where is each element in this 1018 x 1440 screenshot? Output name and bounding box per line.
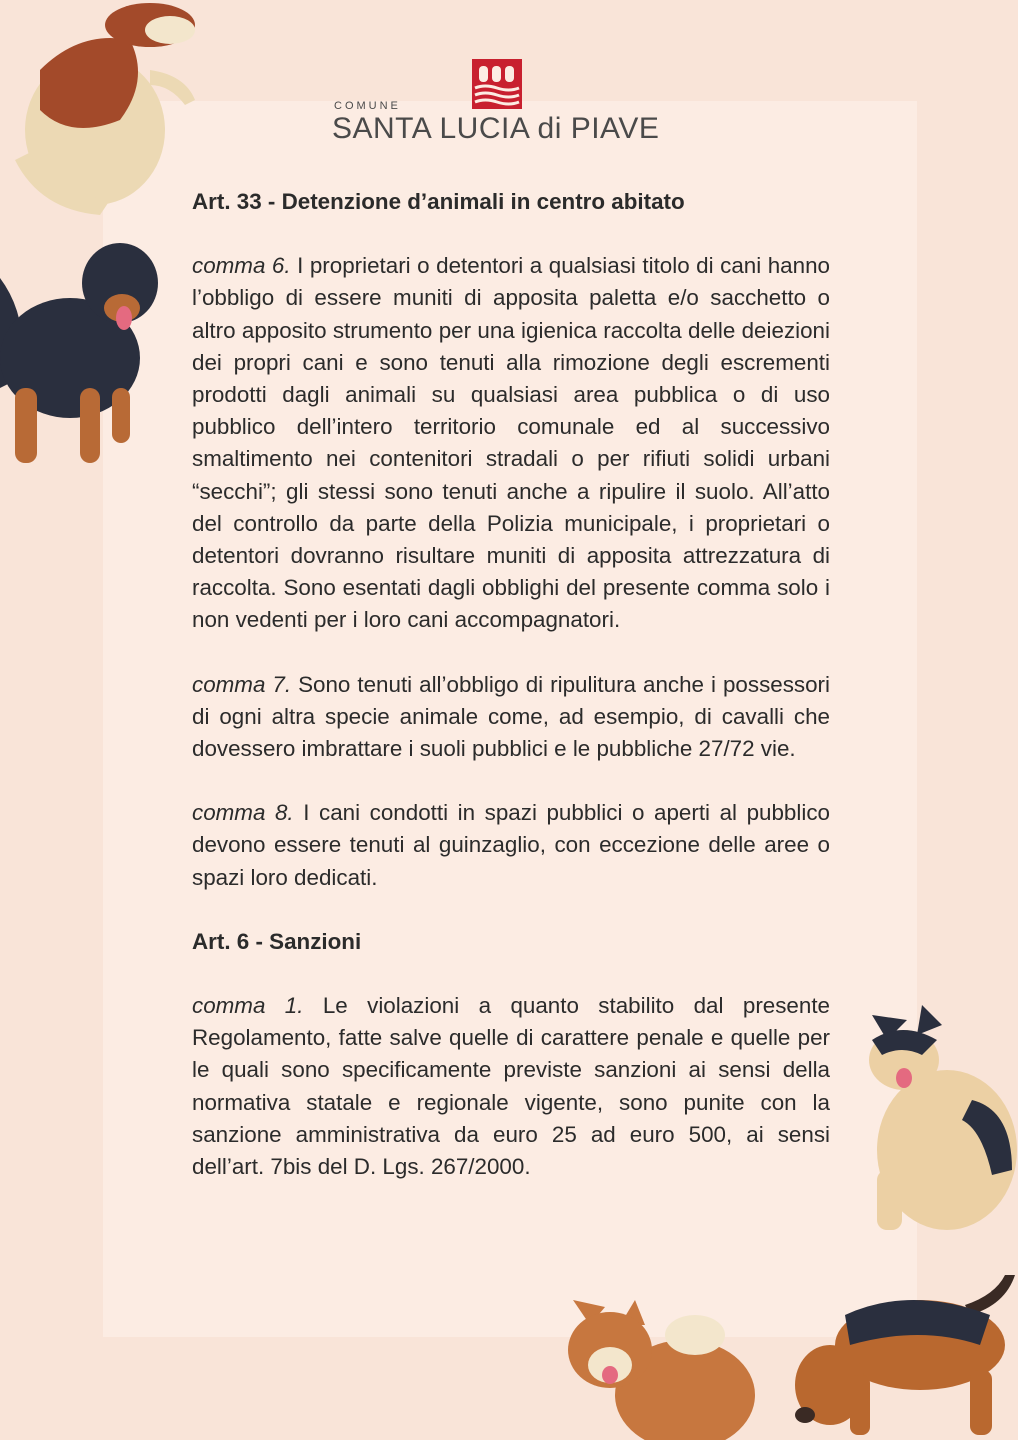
paragraph-text: Le violazioni a quanto stabilito dal presente Regolamento, fatte salve quelle di carattere penale e quelle per le quali sono specificamente previste sanzioni ai sensi della normativa statale e regionale vigente, sono punite con la sanzione amministrativa da euro 25 ad euro 500, ai sensi dell’art. 7bis del D. Lgs. 267/2000. xyxy=(192,993,830,1180)
comune-label: COMUNE xyxy=(334,100,401,112)
paragraph xyxy=(192,797,830,894)
paragraph-label: comma 8. xyxy=(192,800,294,826)
article-heading: Art. 6 - Sanzioni xyxy=(192,928,362,954)
paragraph-label: comma 6. xyxy=(192,253,291,279)
paragraph-label: comma 7. xyxy=(192,671,292,697)
municipality-name: SANTA LUCIA di PIAVE xyxy=(332,112,660,145)
dog-rottweiler-illustration xyxy=(0,238,165,470)
regulation-text xyxy=(192,186,830,1183)
dog-husky-illustration xyxy=(862,1000,1018,1235)
paragraph xyxy=(192,990,830,1183)
article-heading: Art. 33 - Detenzione d’animali in centro abitato xyxy=(192,189,685,214)
dog-akita-illustration xyxy=(565,1295,755,1440)
paragraph xyxy=(192,669,830,766)
dog-bloodhound-illustration xyxy=(790,1275,1018,1440)
paragraph-label: comma 1. xyxy=(192,993,304,1019)
municipality-logo xyxy=(330,58,670,148)
dog-collie-illustration xyxy=(0,0,205,220)
paragraph xyxy=(192,250,830,636)
paragraph-text: I proprietari o detentori a qualsiasi titolo di cani hanno l’obbligo di essere muniti di apposita paletta e/o sacchetto o altro apposito strumento per una igienica raccolta delle deiezioni dei propri cani e sono tenuti alla rimozione degli escrementi prodotti dagli animali su qualsiasi area pubblica o di uso pubblico dell’intero territorio comunale ed al successivo smaltimento nei contenitori stradali o per rifiuti solidi urbani “secchi”; gli stessi sono tenuti anche a ripulire il suolo. All’atto del controllo da parte della Polizia municipale, i proprietari o detentori dovranno risultare muniti di apposita attrezzatura di raccolta. Sono esentati dagli obblighi del presente comma solo i non vedenti per i loro cani accompagnatori. xyxy=(192,253,830,633)
municipality-emblem-icon xyxy=(471,58,523,110)
paragraph-text: I cani condotti in spazi pubblici o aperti al pubblico devono essere tenuti al guinzaglio, con eccezione delle aree o spazi loro dedicati. xyxy=(192,800,830,890)
paragraph-text: Sono tenuti all’obbligo di ripulitura anche i possessori di ogni altra specie animale come, ad esempio, di cavalli che dovessero imbrattare i suoli pubblici e le pubbliche 27/72 vie. xyxy=(192,671,830,762)
